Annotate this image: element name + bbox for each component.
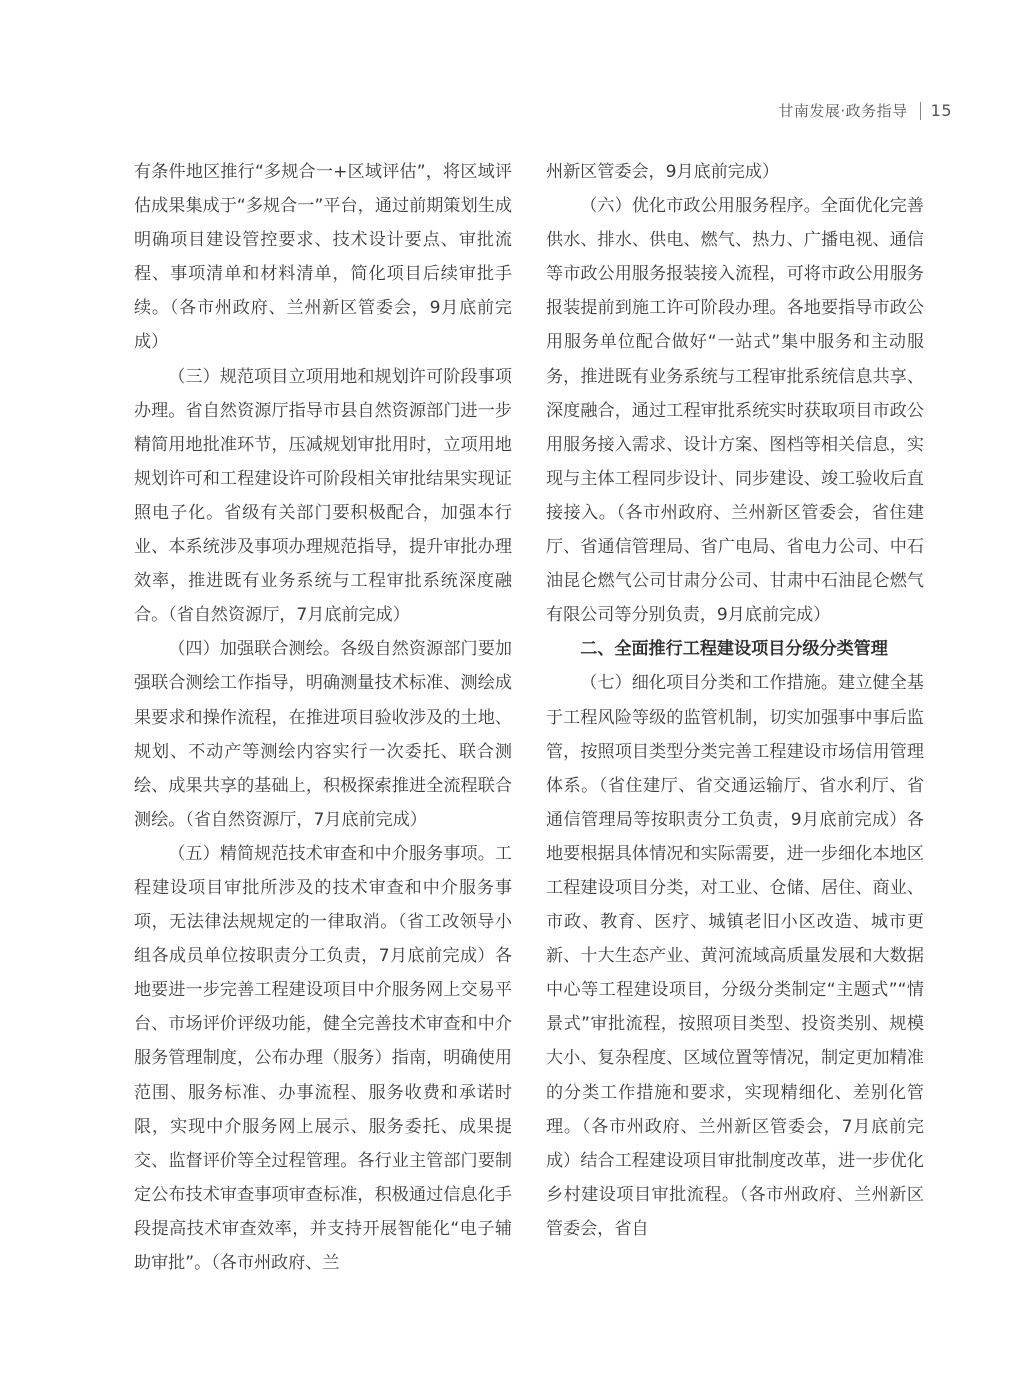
section-heading-2: 二、全面推行工程建设项目分级分类管理 <box>580 639 888 660</box>
publication-title: 甘南发展·政务指导 <box>778 102 908 120</box>
paragraph-item-7: （七）细化项目分类和工作措施。建立健全基于工程风险等级的监管机制，切实加强事中事后监管，按照项目类型分类完善工程建设市场信用管理体系。（省住建厅、省交通运输厅、省水利厅、省通信管理局等按职责分工负责，9月底前完成）各地要根据具体情况和实际需要，进一步细化本地区工程建设项目分类，对工业、仓储、居住、商业、市政、教育、医疗、城镇老旧小区改造、城市更新、十大生态产业、黄河流域高质量发展和大数据中心等工程建设项目，分级分类制定“主题式”“情景式”审批流程，按照项目类型、投资类别、规模大小、复杂程度、区域位置等情况，制定更加精准的分类工作措施和要求，实现精细化、差别化管理。（各市州政府、兰州新区管委会，7月底前完成）结合工程建设项目审批制度改革，进一步优化乡村建设项目审批流程。（各市州政府、兰州新区管委会，省自 <box>546 673 924 1239</box>
right-column <box>546 155 924 1246</box>
paragraph-item-3: （三）规范项目立项用地和规划许可阶段事项办理。省自然资源厅指导市县自然资源部门进一步精简用地批准环节，压减规划审批用时，立项用地规划许可和工程建设许可阶段相关审批结果实现证照电子化。省级有关部门要积极配合，加强本行业、本系统涉及事项办理规范指导，提升审批办理效率，推进既有业务系统与工程审批系统深度融合。（省自然资源厅，7月底前完成） <box>134 366 512 626</box>
paragraph-item-6: （六）优化市政公用服务程序。全面优化完善供水、排水、供电、燃气、热力、广播电视、通信等市政公用服务报装接入流程，可将市政公用服务报装提前到施工许可阶段办理。各地要指导市政公用服务单位配合做好“一站式”集中服务和主动服务，推进既有业务系统与工程审批系统信息共享、深度融合，通过工程审批系统实时获取项目市政公用服务接入需求、设计方案、图档等相关信息，实现与主体工程同步设计、同步建设、竣工验收后直接接入。（各市州政府、兰州新区管委会，省住建厅、省通信管理局、省广电局、省电力公司、中石油昆仑燃气公司甘肃分公司、甘肃中石油昆仑燃气有限公司等分别负责，9月底前完成） <box>546 196 924 626</box>
paragraph-continuation: 有条件地区推行“多规合一+区域评估”，将区域评估成果集成于“多规合一”平台，通过前期策划生成明确项目建设管控要求、技术设计要点、审批流程、事项清单和材料清单，简化项目后续审批手续。（各市州政府、兰州新区管委会，9月底前完成） <box>134 162 512 353</box>
paragraph-item-5: （五）精简规范技术审查和中介服务事项。工程建设项目审批所涉及的技术审查和中介服务事项，无法律法规规定的一律取消。（省工改领导小组各成员单位按职责分工负责，7月底前完成）各地要进一步完善工程建设项目中介服务网上交易平台、市场评价评级功能，健全完善技术审查和中介服务管理制度，公布办理（服务）指南，明确使用范围、服务标准、办事流程、服务收费和承诺时限，实现中介服务网上展示、服务委托、成果提交、监督评价等全过程管理。各行业主管部门要制定公布技术审查事项审查标准，积极通过信息化手段提高技术审查效率，并支持开展智能化“电子辅助审批”。（各市州政府、兰 <box>134 843 512 1273</box>
left-column <box>134 155 512 1280</box>
paragraph-continuation-right: 州新区管委会，9月底前完成） <box>546 162 780 182</box>
running-header <box>778 100 952 121</box>
page-number: 15 <box>930 101 952 120</box>
header-divider <box>920 102 921 120</box>
paragraph-item-4: （四）加强联合测绘。各级自然资源部门要加强联合测绘工作指导，明确测量技术标准、测绘成果要求和操作流程，在推进项目验收涉及的土地、规划、不动产等测绘内容实行一次委托、联合测绘、成果共享的基础上，积极探索推进全流程联合测绘。（省自然资源厅，7月底前完成） <box>134 639 512 830</box>
